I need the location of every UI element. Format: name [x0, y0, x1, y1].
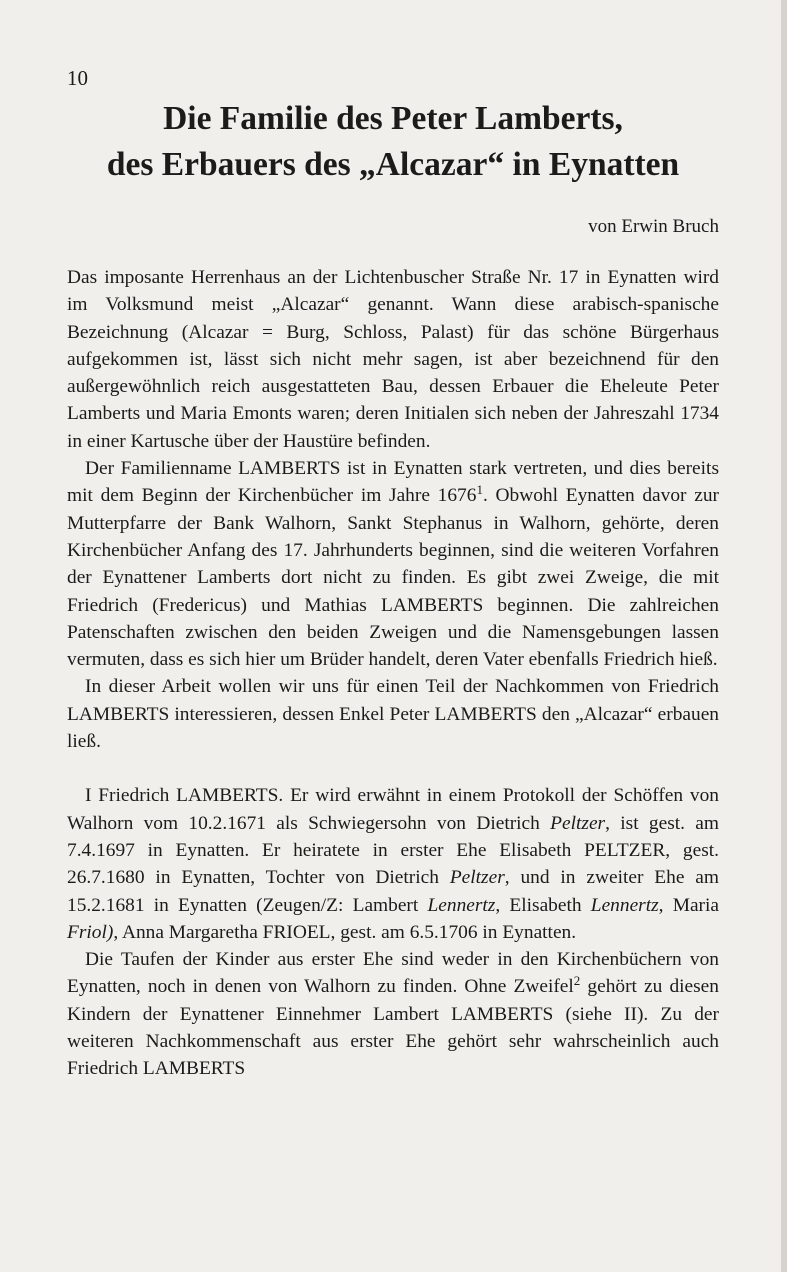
paragraph-4-text-a: I Friedrich LAMBERTS. Er wird erwähnt in einem Protokoll der Schöffen von Walhorn vom 10.2.1671 als Schwiegersohn von Dietrich: [67, 785, 719, 834]
page-edge: [781, 0, 787, 1272]
footnote-ref-2: 2: [573, 973, 581, 989]
paragraph-4-text-e: , Maria: [658, 894, 720, 916]
paragraph-4-italic-2: Peltzer: [449, 867, 505, 889]
paragraph-1: Das imposante Herrenhaus an der Lichtenbuscher Straße Nr. 17 in Eynatten wird im Volksmund meist „Alcazar“ genannt. Wann diese arabisch-spanische Bezeichnung (Alcazar = Burg, Schloss, Palast) für das schöne Bürgerhaus aufgekommen ist, lässt sich nicht mehr sagen, ist aber bezeichnend für den außergewöhnlich reich ausgestatteten Bau, dessen Erbauer die Eheleute Peter Lamberts und Maria Emonts waren; deren Initialen sich neben der Jahreszahl 1734 in einer Kartusche über der Haustüre befinden.: [67, 267, 719, 452]
page-number: 10: [67, 66, 88, 90]
paragraph-2-text-b: . Obwohl Eynatten davor zur Mutterpfarre der Bank Walhorn, Sankt Stephanus in Walhorn, gehörte, deren Kirchenbücher Anfang des 17. Jahrhunderts beginnen, sind die weiteren Vorfahren der Eynattener Lamberts dort nicht zu finden. Es gibt zwei Zweige, die mit Friedrich (Fredericus) und Mathias LAMBERTS beginnen. Die zahlreichen Patenschaften zwischen den beiden Zweigen und die Namensgebungen lassen vermuten, dass es sich hier um Brüder handelt, deren Vater ebenfalls Friedrich hieß.: [67, 485, 719, 671]
paragraph-4-text-c: , und in zweiter Ehe am 15.2.1681 in Eynatten (Zeugen/Z: Lambert: [67, 867, 719, 916]
paragraph-5-text-a: Die Taufen der Kinder aus erster Ehe sind weder in den Kirchenbüchern von Eynatten, noch in denen von Walhorn zu finden. Ohne Zweifel: [67, 949, 719, 998]
paragraph-4-italic-3: Lennertz: [427, 894, 496, 916]
paragraph-4-text-b: , ist gest. am 7.4.1697 in Eynatten. Er heiratete in erster Ehe Elisabeth PELTZER, gest. 26.7.1680 in Eynatten, Tochter von Dietrich: [67, 812, 719, 889]
paragraph-4-text-f: , Anna Margaretha FRIOEL, gest. am 6.5.1706 in Eynatten.: [113, 921, 577, 943]
paragraph-4-italic-5: Friol): [67, 921, 114, 943]
footnote-ref-1: 1: [476, 482, 483, 498]
paragraph-2-text-a: Der Familienname LAMBERTS ist in Eynatten stark vertreten, und dies bereits mit dem Beginn der Kirchenbücher im Jahre 1676: [67, 458, 719, 507]
article-title: [67, 96, 719, 188]
paragraph-4: [67, 782, 719, 946]
paragraph-5: [67, 946, 719, 1082]
paragraph-4-italic-1: Peltzer: [550, 812, 606, 834]
author-byline: von Erwin Bruch: [588, 216, 719, 237]
title-line-1: Die Familie des Peter Lamberts,: [163, 100, 623, 137]
paragraph-4-italic-4: Lennertz: [590, 894, 659, 916]
paragraph-2: [67, 455, 719, 673]
article-body: [67, 264, 719, 1083]
title-line-2: des Erbauers des „Alcazar“ in Eynatten: [106, 146, 680, 183]
paragraph-4-text-d: , Elisabeth: [495, 894, 591, 916]
paragraph-5-text-b: gehört zu diesen Kindern der Eynattener Einnehmer Lambert LAMBERTS (siehe II). Zu der weiteren Nachkommenschaft aus erster Ehe gehört sehr wahrscheinlich auch Friedrich LAMBERTS: [67, 976, 719, 1080]
paragraph-3: In dieser Arbeit wollen wir uns für einen Teil der Nachkommen von Friedrich LAMBERTS interessieren, dessen Enkel Peter LAMBERTS den „Alcazar“ erbauen ließ.: [67, 676, 719, 753]
